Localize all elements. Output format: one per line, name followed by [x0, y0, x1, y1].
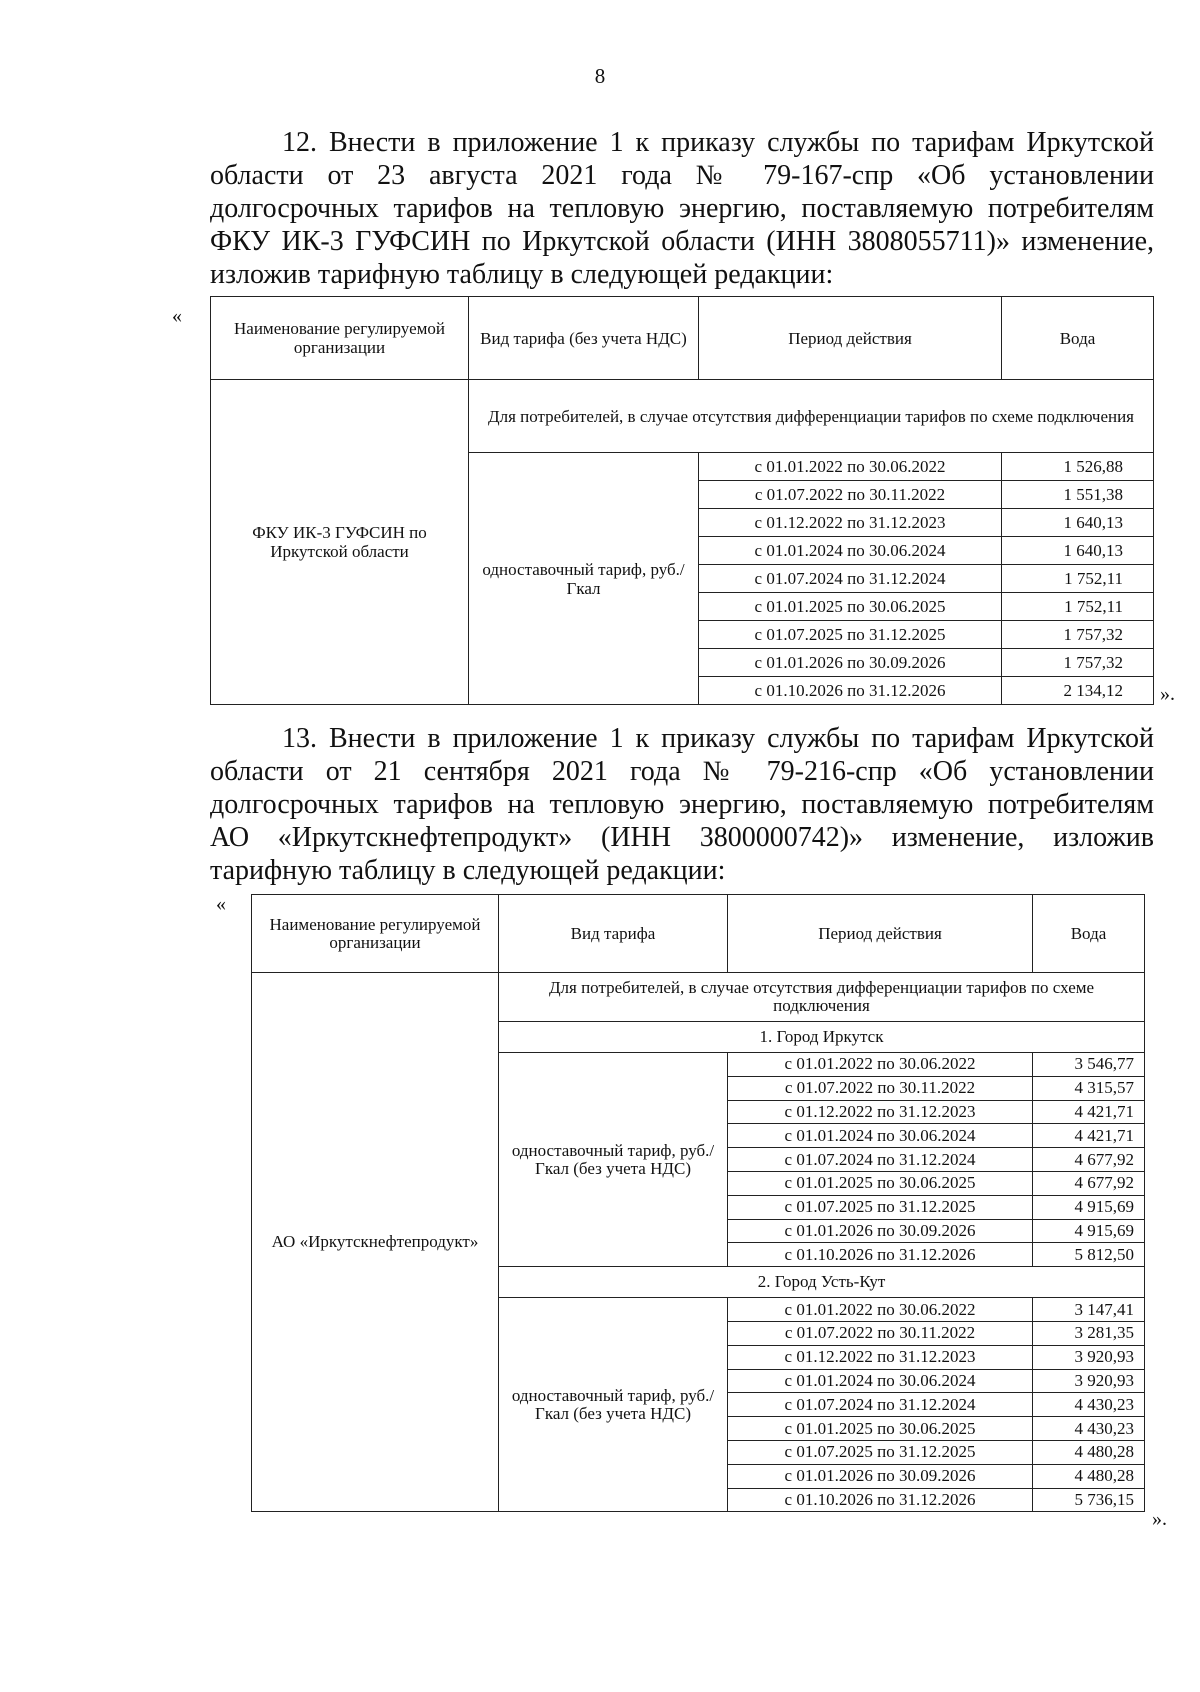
column-header: Вода: [1002, 297, 1154, 380]
period-cell: с 01.10.2026 по 31.12.2026: [728, 1488, 1033, 1512]
period-cell: с 01.07.2024 по 31.12.2024: [699, 565, 1002, 593]
period-cell: с 01.12.2022 по 31.12.2023: [728, 1100, 1033, 1124]
period-cell: с 01.01.2024 по 30.06.2024: [699, 537, 1002, 565]
period-cell: с 01.01.2026 по 30.09.2026: [699, 649, 1002, 677]
period-cell: с 01.10.2026 по 31.12.2026: [728, 1243, 1033, 1267]
column-header: Вид тарифа: [499, 895, 728, 973]
tariff-type-cell: одноставочный тариф, руб./Гкал (без учета НДС): [499, 1053, 728, 1267]
value-cell: 3 281,35: [1033, 1321, 1145, 1345]
period-cell: с 01.01.2026 по 30.09.2026: [728, 1464, 1033, 1488]
column-header: Наименование регулируемой организации: [211, 297, 469, 380]
city-cell: 2. Город Усть-Кут: [499, 1267, 1145, 1298]
table-header-row: [252, 895, 1145, 973]
period-cell: с 01.07.2022 по 30.11.2022: [728, 1321, 1033, 1345]
organization-cell: ФКУ ИК-3 ГУФСИН по Иркутской области: [211, 380, 469, 705]
tariff-type-cell: одноставочный тариф, руб./Гкал (без учета НДС): [499, 1298, 728, 1512]
period-cell: с 01.10.2026 по 31.12.2026: [699, 677, 1002, 705]
period-cell: с 01.01.2026 по 30.09.2026: [728, 1219, 1033, 1243]
period-cell: с 01.01.2022 по 30.06.2022: [699, 453, 1002, 481]
value-cell: 4 480,28: [1033, 1440, 1145, 1464]
tariff-table-12: [210, 296, 1154, 705]
value-cell: 1 757,32: [1002, 621, 1154, 649]
value-cell: 4 421,71: [1033, 1124, 1145, 1148]
period-cell: с 01.07.2024 по 31.12.2024: [728, 1393, 1033, 1417]
value-cell: 4 421,71: [1033, 1100, 1145, 1124]
period-cell: с 01.07.2022 по 30.11.2022: [699, 481, 1002, 509]
city-cell: 1. Город Иркутск: [499, 1022, 1145, 1053]
open-quote: «: [216, 893, 226, 915]
column-header: Наименование регулируемой организации: [252, 895, 499, 973]
close-quote: ».: [1152, 1508, 1167, 1530]
value-cell: 4 677,92: [1033, 1171, 1145, 1195]
period-cell: с 01.07.2022 по 30.11.2022: [728, 1076, 1033, 1100]
value-cell: 2 134,12: [1002, 677, 1154, 705]
page-number: 8: [594, 64, 606, 88]
caption-cell: Для потребителей, в случае отсутствия дифференциации тарифов по схеме подключения: [499, 973, 1145, 1022]
period-cell: с 01.07.2025 по 31.12.2025: [728, 1195, 1033, 1219]
value-cell: 4 915,69: [1033, 1219, 1145, 1243]
organization-cell: АО «Иркутскнефтепродукт»: [252, 973, 499, 1512]
period-cell: с 01.12.2022 по 31.12.2023: [699, 509, 1002, 537]
value-cell: 3 546,77: [1033, 1053, 1145, 1077]
value-cell: 4 430,23: [1033, 1393, 1145, 1417]
value-cell: 3 920,93: [1033, 1345, 1145, 1369]
period-cell: с 01.01.2024 по 30.06.2024: [728, 1124, 1033, 1148]
paragraph-line: изложив тарифную таблицу в следующей редакции:: [210, 259, 834, 290]
value-cell: 4 480,28: [1033, 1464, 1145, 1488]
table-row: [211, 380, 1154, 453]
period-cell: с 01.07.2024 по 31.12.2024: [728, 1148, 1033, 1172]
period-cell: с 01.01.2022 по 30.06.2022: [728, 1298, 1033, 1322]
paragraph-line: ФКУ ИК-3 ГУФСИН по Иркутской области (ИНН 3808055711)» изменение,: [210, 226, 1154, 257]
paragraph-line: 12. Внести в приложение 1 к приказу службы по тарифам Иркутской: [282, 127, 1154, 158]
value-cell: 5 812,50: [1033, 1243, 1145, 1267]
section-12-paragraph: [210, 126, 1154, 291]
paragraph-line: долгосрочных тарифов на тепловую энергию, поставляемую потребителям: [210, 789, 1154, 820]
period-cell: с 01.01.2025 по 30.06.2025: [699, 593, 1002, 621]
period-cell: с 01.01.2024 по 30.06.2024: [728, 1369, 1033, 1393]
value-cell: 4 315,57: [1033, 1076, 1145, 1100]
value-cell: 4 915,69: [1033, 1195, 1145, 1219]
paragraph-line: долгосрочных тарифов на тепловую энергию, поставляемую потребителям: [210, 193, 1154, 224]
paragraph-line: области от 21 сентября 2021 года № 79-216-спр «Об установлении: [210, 756, 1154, 787]
column-header: Период действия: [699, 297, 1002, 380]
value-cell: 1 640,13: [1002, 509, 1154, 537]
tariff-table-13: [251, 894, 1145, 1512]
section-13-paragraph: [210, 722, 1154, 887]
table-row: [252, 973, 1145, 1022]
column-header: Период действия: [728, 895, 1033, 973]
open-quote: «: [172, 305, 182, 327]
value-cell: 4 677,92: [1033, 1148, 1145, 1172]
paragraph-line: 13. Внести в приложение 1 к приказу службы по тарифам Иркутской: [282, 723, 1154, 754]
period-cell: с 01.01.2025 по 30.06.2025: [728, 1417, 1033, 1441]
value-cell: 1 752,11: [1002, 593, 1154, 621]
paragraph-line: АО «Иркутскнефтепродукт» (ИНН 3800000742)» изменение, изложив: [210, 822, 1154, 853]
value-cell: 3 147,41: [1033, 1298, 1145, 1322]
paragraph-line: тарифную таблицу в следующей редакции:: [210, 855, 726, 886]
value-cell: 5 736,15: [1033, 1488, 1145, 1512]
value-cell: 1 640,13: [1002, 537, 1154, 565]
value-cell: 1 551,38: [1002, 481, 1154, 509]
value-cell: 1 526,88: [1002, 453, 1154, 481]
period-cell: с 01.07.2025 по 31.12.2025: [699, 621, 1002, 649]
tariff-type-cell: одноставочный тариф, руб./Гкал: [469, 453, 699, 705]
paragraph-line: области от 23 августа 2021 года № 79-167-спр «Об установлении: [210, 160, 1154, 191]
value-cell: 1 757,32: [1002, 649, 1154, 677]
value-cell: 4 430,23: [1033, 1417, 1145, 1441]
value-cell: 1 752,11: [1002, 565, 1154, 593]
column-header: Вода: [1033, 895, 1145, 973]
period-cell: с 01.12.2022 по 31.12.2023: [728, 1345, 1033, 1369]
value-cell: 3 920,93: [1033, 1369, 1145, 1393]
period-cell: с 01.01.2022 по 30.06.2022: [728, 1053, 1033, 1077]
close-quote: ».: [1160, 683, 1175, 705]
period-cell: с 01.07.2025 по 31.12.2025: [728, 1440, 1033, 1464]
caption-cell: Для потребителей, в случае отсутствия дифференциации тарифов по схеме подключения: [469, 380, 1154, 453]
period-cell: с 01.01.2025 по 30.06.2025: [728, 1171, 1033, 1195]
column-header: Вид тарифа (без учета НДС): [469, 297, 699, 380]
table-header-row: [211, 297, 1154, 380]
